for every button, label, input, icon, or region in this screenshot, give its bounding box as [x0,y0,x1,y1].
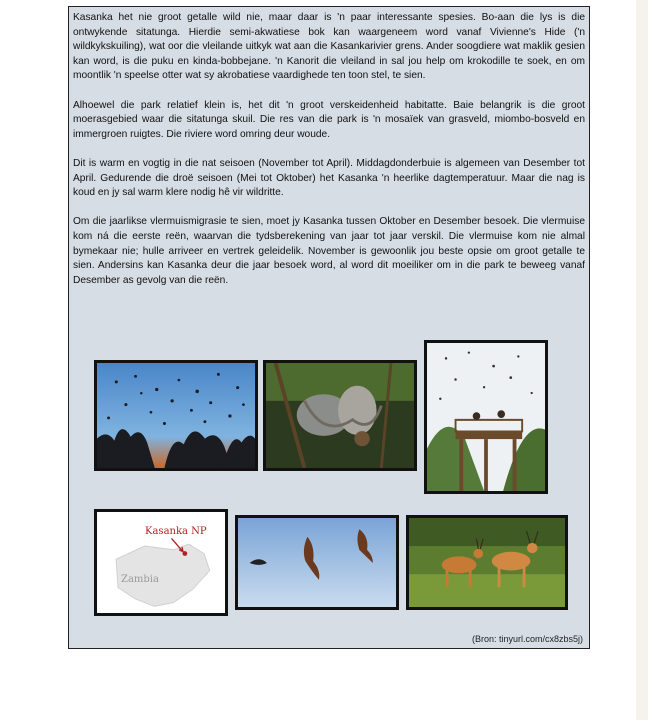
article-text [73,11,585,303]
source-citation: (Bron: tinyurl.com/cx8zbs5j) [471,634,583,644]
photo-flying-bats [235,515,399,610]
paragraph-bat-migration: Om die jaarlikse vlermuismigrasie te sien, moet jy Kasanka tussen Oktober en Desember besoek. Die vlermuise kom ná die eerste reën, waarvan die tydsberekening van jaar tot jaar verskil. Die vlermuise kom nie almal bymekaar nie; hulle arriveer en vertrek geleidelik. November is gewoonlik jou beste opsie om groot getalle te sien. Andersins kan Kasanka deur die jaar besoek word, al word dit moeiliker om in die park te beweeg vanaf Desember as gevolg van die reën. [73,216,585,286]
photo-hanging-bats [263,360,417,471]
paragraph-climate: Dit is warm en vogtig in die nat seisoen (November tot April). Middagdonderbuie is algemeen van Desember tot April. Gedurende die droë seisoen (Mei tot Oktober) het Kasanka 'n heerlike dagtemperatuur. Maar die nag is koud en jy sal warm klere nodig hê vir wildritte. [73,157,585,199]
photo-bats-sky [94,360,258,471]
map-label-park: Kasanka NP [145,526,207,537]
photo-watch-tower [424,340,548,494]
map-label-country: Zambia [121,574,159,585]
scrollbar-track[interactable] [636,0,648,720]
map-zambia [94,509,228,616]
paragraph-habitats: Alhoewel die park relatief klein is, het dit 'n groot verskeidenheid habitatte. Baie belangrik is die groot moerasgebied waar die sitatunga skuil. Die res van die park is 'n mosaïek van grasveld, miombo-bosveld en immergroen ruigtes. Die riviere word omring deur woude. [73,99,585,140]
info-panel [68,6,590,649]
photo-puku-antelopes [406,515,568,610]
paragraph-wildlife: Kasanka het nie groot getalle wild nie, maar daar is 'n paar interessante spesies. Bo-aan die lys is die ontwykende sitatunga. Hierdie semi-akwatiese bok kan waargeneem word vanaf Vivienne's Hide ('n wildkykskuiling), wat oor die vleilande uitkyk wat aan die Kasankarivier grens. Ander soogdiere wat maklik gesien kan word, is die puku en kinda-bobbejane. 'n Kanorit die vleiland in sal jou help om krokodille te soek, en om moontlik 'n speelse otter wat sy akrobatiese vaardighede ten toon stel, te sien. [73,12,585,82]
